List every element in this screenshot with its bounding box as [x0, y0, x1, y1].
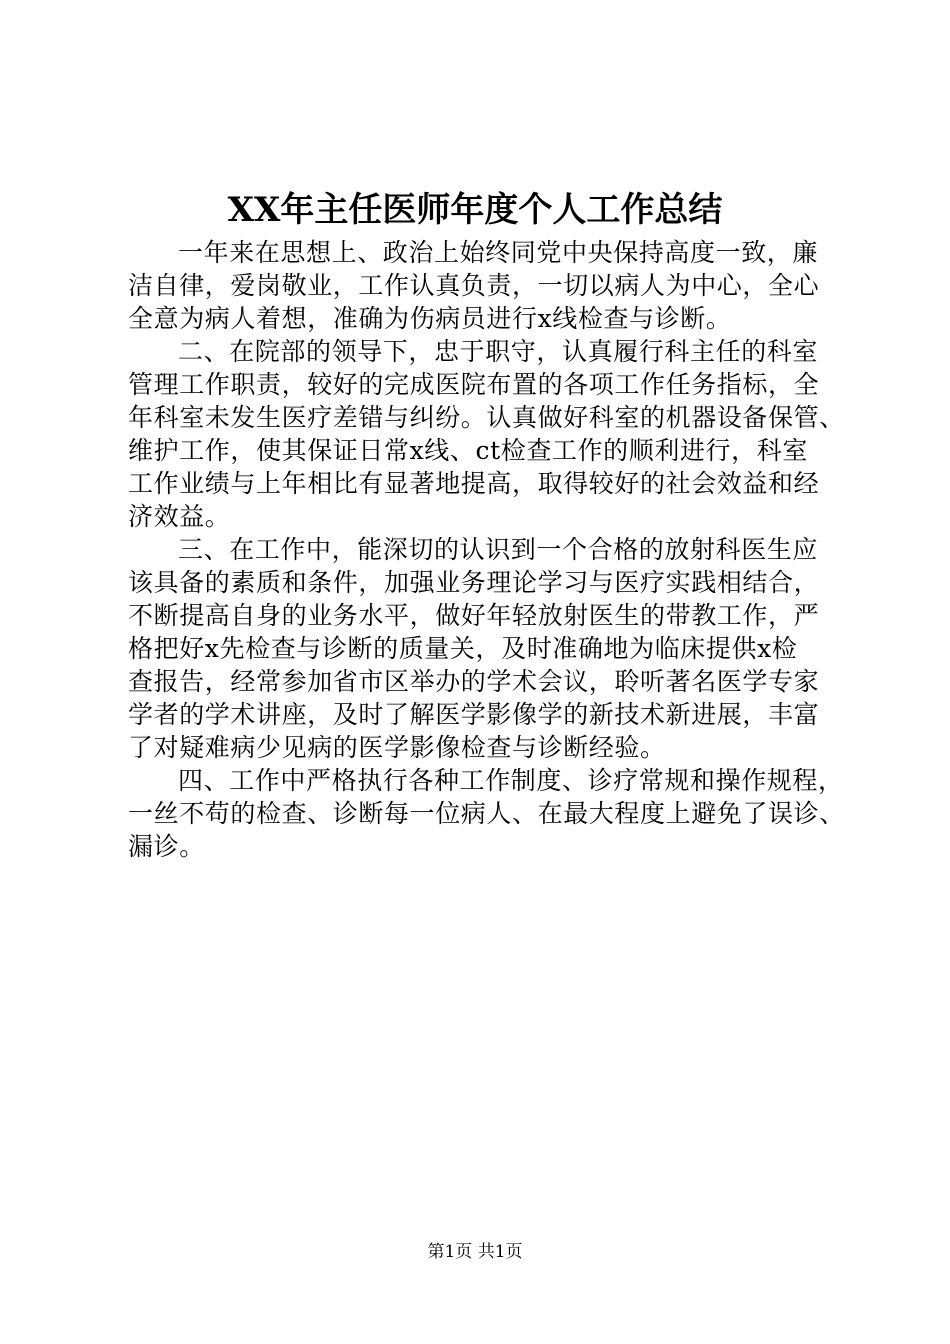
paragraph-line: 管理工作职责，较好的完成医院布置的各项工作任务指标，全: [128, 370, 820, 399]
paragraph-line: 一丝不苟的检查、诊断每一位病人、在最大程度上避免了误诊、: [128, 799, 845, 828]
paragraph-line: 不断提高自身的业务水平，做好年轻放射医生的带教工作，严: [128, 601, 820, 630]
paragraph-line: 二、在院部的领导下，忠于职守，认真履行科主任的科室: [178, 337, 819, 366]
paragraph-line: 一年来在思想上、政治上始终同党中央保持高度一致，廉: [178, 238, 819, 267]
paragraph-4: [128, 764, 848, 863]
paragraph-line: 格把好x先检查与诊断的质量关，及时准确地为临床提供x检: [128, 634, 798, 663]
paragraph-line: 了对疑难病少见病的医学影像检查与诊断经验。: [128, 733, 666, 762]
paragraph-2: [128, 335, 848, 533]
paragraph-line: 年科室未发生医疗差错与纠纷。认真做好科室的机器设备保管、: [128, 403, 845, 432]
document-title: XX年主任医师年度个人工作总结: [227, 190, 723, 230]
paragraph-line: 四、工作中严格执行各种工作制度、诊疗常规和操作规程，: [178, 766, 844, 795]
paragraph-3: [128, 533, 848, 764]
paragraph-line: 济效益。: [128, 502, 231, 531]
paragraph-line: 该具备的素质和条件，加强业务理论学习与医疗实践相结合，: [128, 568, 820, 597]
paragraph-line: 漏诊。: [128, 832, 205, 861]
paragraph-line: 工作业绩与上年相比有显著地提高，取得较好的社会效益和经: [128, 469, 820, 498]
paragraph-line: 维护工作，使其保证日常x线、ct检查工作的顺利进行，科室: [128, 436, 808, 465]
paragraph-line: 三、在工作中，能深切的认识到一个合格的放射科医生应: [178, 535, 819, 564]
document-body: [128, 236, 848, 863]
paragraph-line: 学者的学术讲座，及时了解医学影像学的新技术新进展，丰富: [128, 700, 820, 729]
paragraph-1: [128, 236, 848, 335]
paragraph-line: 查报告，经常参加省市区举办的学术会议，聆听著名医学专家: [128, 667, 820, 696]
paragraph-line: 全意为病人着想，准确为伤病员进行x线检查与诊断。: [128, 304, 732, 333]
paragraph-line: 洁自律，爱岗敬业，工作认真负责，一切以病人为中心，全心: [128, 271, 820, 300]
page-footer: 第1页 共1页: [427, 1242, 523, 1262]
